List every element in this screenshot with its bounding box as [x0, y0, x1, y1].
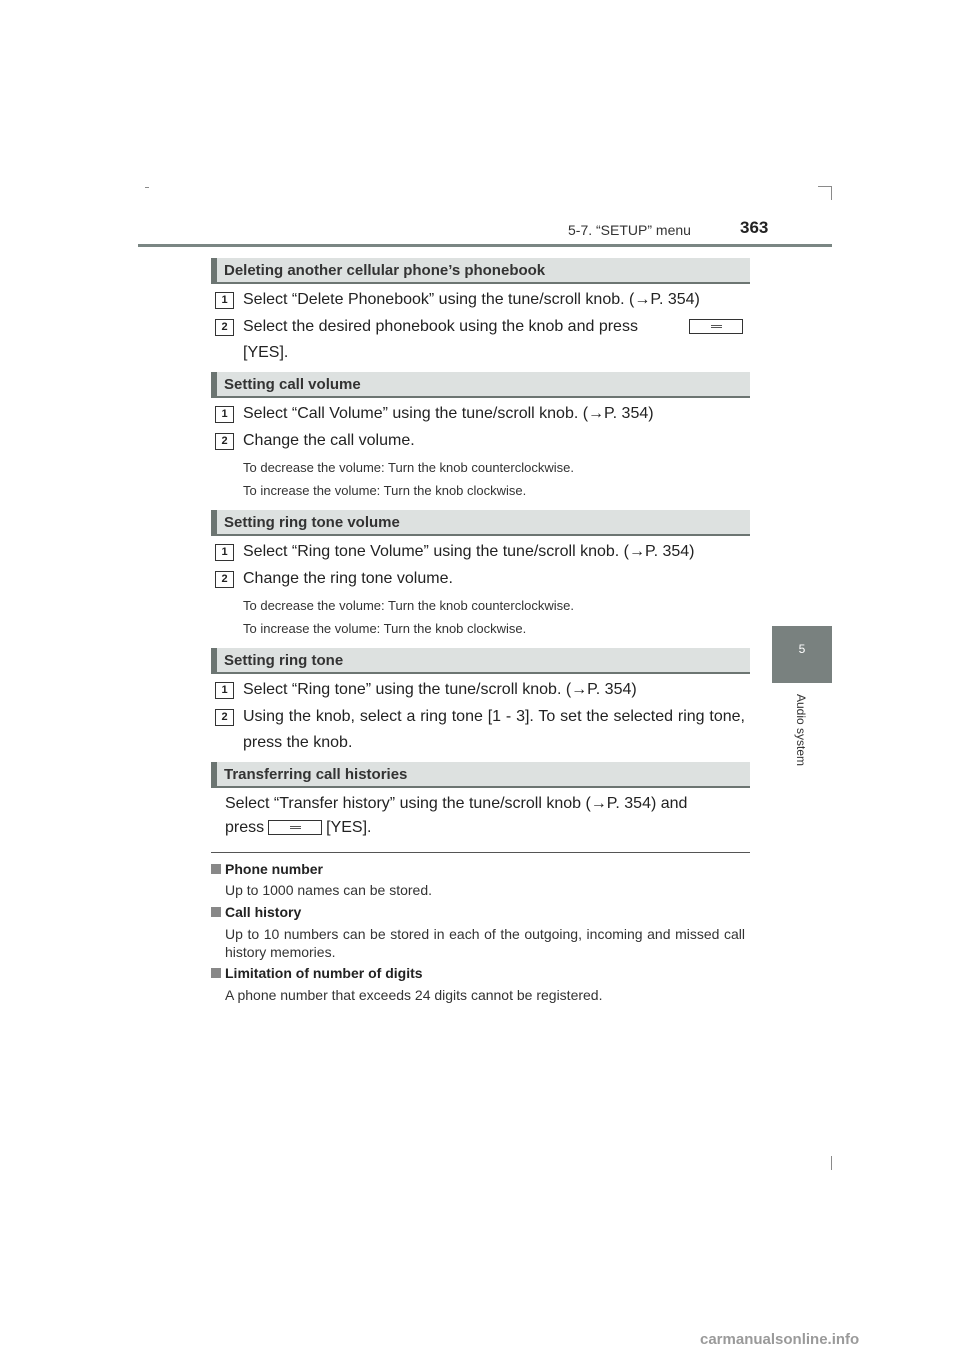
- note-text: To increase the volume: Turn the knob clockwise.: [243, 621, 527, 636]
- breadcrumb: 5-7. “SETUP” menu: [568, 222, 691, 238]
- step-text: [YES].: [326, 819, 372, 836]
- crop-mark: [831, 186, 832, 200]
- step-number: 2: [215, 319, 234, 336]
- page-number: 363: [740, 218, 769, 237]
- step-number: 1: [215, 682, 234, 699]
- step-text: Select “Delete Phonebook” using the tune/scroll knob. (→P. 354): [243, 291, 700, 308]
- step-text: Select “Transfer history” using the tune/scroll knob (→P. 354) and: [225, 795, 688, 812]
- step-text: Change the call volume.: [243, 432, 415, 449]
- square-bullet-icon: [211, 864, 221, 874]
- info-heading: Limitation of number of digits: [211, 965, 423, 981]
- step-number: 2: [215, 709, 234, 726]
- step-text: [YES].: [243, 344, 289, 361]
- crop-mark: [145, 187, 149, 188]
- section-heading-call-volume: Setting call volume: [211, 372, 750, 398]
- step-number: 1: [215, 406, 234, 423]
- step-text: Select “Call Volume” using the tune/scroll knob. (→P. 354): [243, 405, 654, 422]
- note-text: To decrease the volume: Turn the knob counterclockwise.: [243, 460, 574, 475]
- step-number: 2: [215, 433, 234, 450]
- step-number: 1: [215, 292, 234, 309]
- note-text: To decrease the volume: Turn the knob counterclockwise.: [243, 598, 574, 613]
- info-heading: Phone number: [211, 861, 323, 877]
- step-text: Select “Ring tone Volume” using the tune/scroll knob. (→P. 354): [243, 543, 695, 560]
- step-text: Change the ring tone volume.: [243, 570, 453, 587]
- step-number: 2: [215, 571, 234, 588]
- section-heading-ring-tone-volume: Setting ring tone volume: [211, 510, 750, 536]
- enter-button-icon: [689, 319, 743, 334]
- step-text: Select the desired phonebook using the knob and press: [243, 318, 638, 335]
- square-bullet-icon: [211, 907, 221, 917]
- info-heading: Call history: [211, 904, 301, 920]
- crop-mark: [818, 186, 832, 187]
- square-bullet-icon: [211, 968, 221, 978]
- crop-mark: [831, 1156, 832, 1170]
- step-number: 1: [215, 544, 234, 561]
- step-text: Using the knob, select a ring tone [1 - 3]. To set the selected ring tone, press the knob.: [243, 708, 745, 751]
- watermark: carmanualsonline.info: [700, 1331, 860, 1348]
- step-text: press: [225, 819, 265, 836]
- note-text: To increase the volume: Turn the knob clockwise.: [243, 483, 527, 498]
- section-heading-ring-tone: Setting ring tone: [211, 648, 750, 674]
- section-heading-delete-phonebook: Deleting another cellular phone’s phonebook: [211, 258, 750, 284]
- divider: [211, 852, 750, 853]
- info-body: A phone number that exceeds 24 digits cannot be registered.: [225, 987, 603, 1003]
- header-rule: [138, 244, 832, 247]
- section-heading-transfer-histories: Transferring call histories: [211, 762, 750, 788]
- info-body: Up to 1000 names can be stored.: [225, 882, 433, 898]
- chapter-label: Audio system: [794, 694, 808, 767]
- step-text-with-button: [225, 815, 745, 841]
- enter-button-icon: [268, 820, 322, 835]
- chapter-number: 5: [798, 642, 806, 656]
- info-body: Up to 10 numbers can be stored in each of the outgoing, incoming and missed call history memories.: [225, 926, 745, 960]
- step-text: Select “Ring tone” using the tune/scroll knob. (→P. 354): [243, 681, 637, 698]
